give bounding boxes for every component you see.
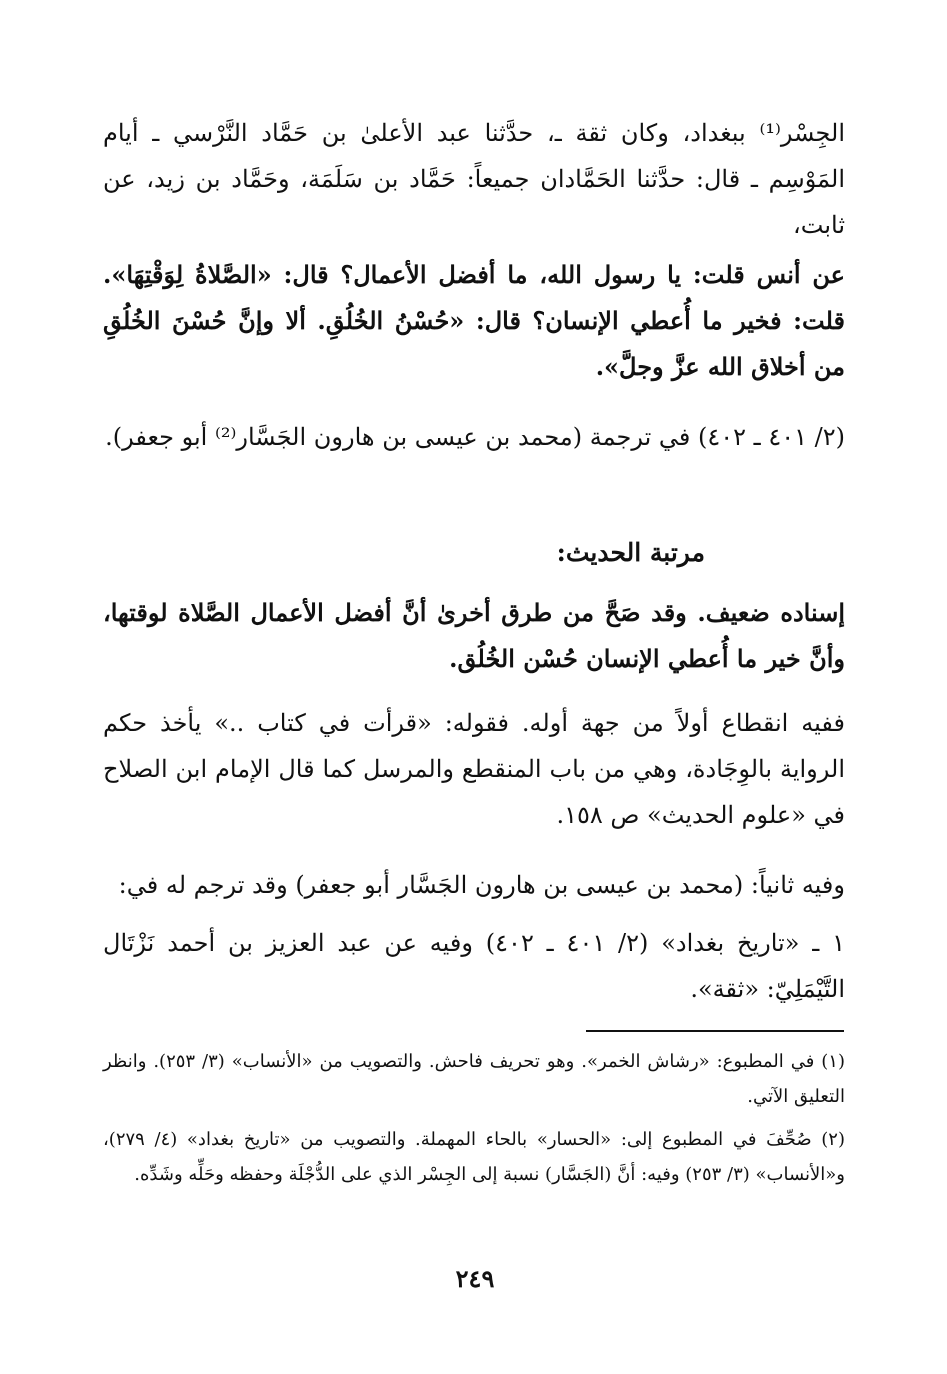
paragraph-first-defect: ففيه انقطاع أولاً من جهة أوله. فقوله: «قرأت في كتاب ..» يأخذ حكم الرواية بالوِجَادة، وهي من باب المنقطع والمرسل كما قال الإمام ابن الصلاح في «علوم الحديث» ص ١٥٨. <box>103 709 845 829</box>
paragraph-biography-source: ١ ـ «تاريخ بغداد» (٢/ ٤٠١ ـ ٤٠٢) وفيه عن عبد العزيز بن أحمد نَزْتَال التَّيْمَلِيّ: «ثقة». <box>103 929 846 1003</box>
paragraph-second-defect: وفيه ثانياً: (محمد بن عيسى بن هارون الجَسَّار أبو جعفر) وقد ترجم له في: <box>118 871 845 899</box>
footnote-2: (٢) صُحِّفَ في المطبوع إلى: «الحسار» بالحاء المهملة. والتصويب من «تاريخ بغداد» (٤/ ٢٧٩)، و«الأنساب» (٣/ ٢٥٣) وفيه: أنَّ (الجَسَّار) نسبة إلى الجِسْر الذي على الدُّجْلَة وحفظه وحَلِّه وشَدِّه. <box>103 1129 845 1185</box>
paragraph-isnad: الجِسْر⁽¹⁾ ببغداد، وكان ثقة ـ، حدَّثنا عبد الأعلىٰ بن حَمَّاد النَّرْسي ـ أيام المَوْسِم ـ قال: حدَّثنا الحَمَّادان جميعاً: حَمَّاد بن سَلَمَة، وحَمَّاد بن زيد، عن ثابت، <box>103 119 845 239</box>
footnote-separator <box>586 1030 844 1032</box>
paragraph-source-reference: (٢/ ٤٠١ ـ ٤٠٢) في ترجمة (محمد بن عيسى بن هارون الجَسَّار⁽²⁾ أبو جعفر). <box>105 423 845 451</box>
footnote-1: (١) في المطبوع: «رشاش الخمر». وهو تحريف فاحش. والتصويب من «الأنساب» (٣/ ٢٥٣). وانظر التعليق الآتي. <box>103 1051 845 1107</box>
section-heading: مرتبة الحديث: <box>556 538 705 567</box>
paragraph-hadith-text: عن أنس قلت: يا رسول الله، ما أفضل الأعمال؟ قال: «الصَّلاةُ لِوَقْتِهَا». قلت: فخير ما أُعطي الإنسان؟ قال: «حُسْنُ الخُلُقِ. ألا وإنَّ حُسْنَ الخُلُقِ من أخلاق الله عزَّ وجلَّ». <box>103 260 845 381</box>
page-number: ٢٤٩ <box>455 1264 495 1293</box>
paragraph-grading: إسناده ضعيف. وقد صَحَّ من طرق أخرىٰ أنَّ أفضل الأعمال الصَّلاة لوقتها، وأنَّ خير ما أُعطي الإنسان حُسْن الخُلُق. <box>103 598 845 673</box>
